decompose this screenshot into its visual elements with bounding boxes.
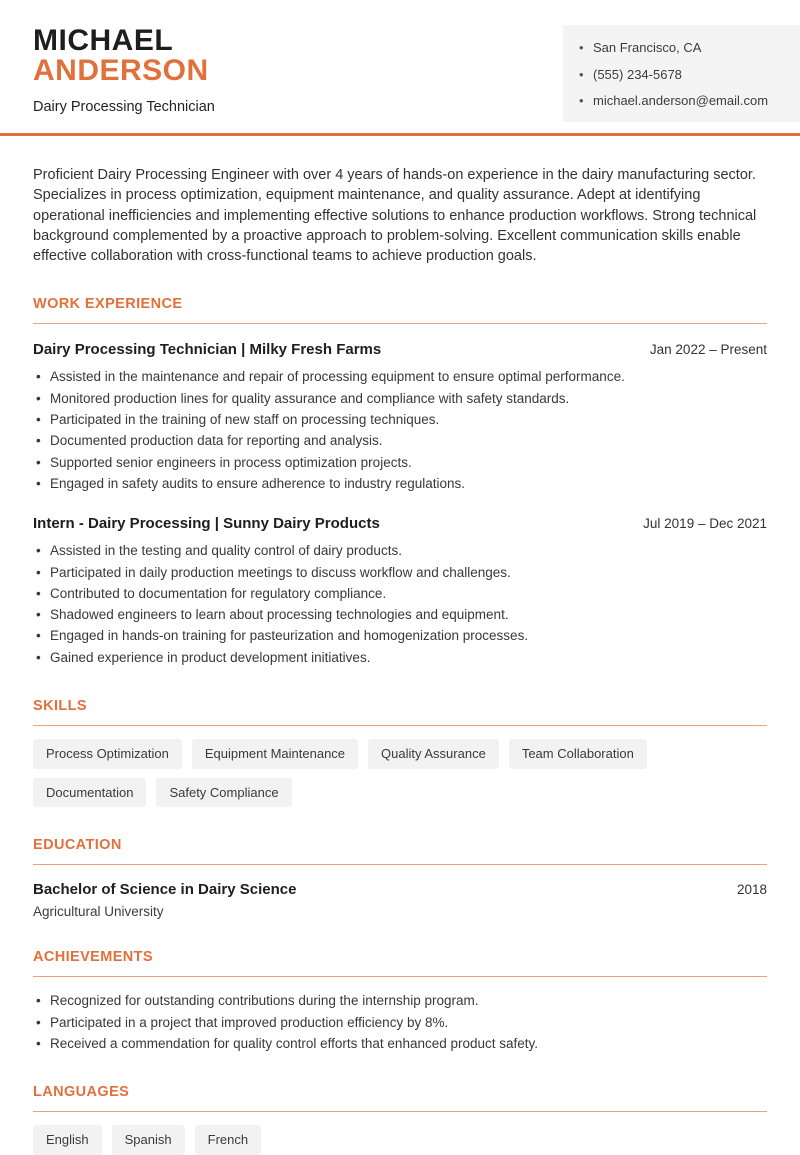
- contact-card: [563, 25, 800, 122]
- language-tag: Spanish: [112, 1125, 185, 1155]
- bullet-item: • Contributed to documentation for regulatory compliance.: [33, 583, 767, 604]
- bullet-item: • Received a commendation for quality control efforts that enhanced product safety.: [33, 1033, 767, 1054]
- work-entry: [33, 341, 767, 494]
- achievements-list: [33, 990, 767, 1054]
- education-entry: [33, 881, 767, 898]
- work-entry-title: Intern - Dairy Processing | Sunny Dairy Products: [33, 515, 380, 533]
- skills-heading: SKILLS: [33, 698, 767, 726]
- bullet-item: • Engaged in safety audits to ensure adherence to industry regulations.: [33, 473, 767, 494]
- bullet-item: • Participated in daily production meetings to discuss workflow and challenges.: [33, 562, 767, 583]
- work-experience-heading: WORK EXPERIENCE: [33, 296, 767, 324]
- bullet-item: • Recognized for outstanding contributions during the internship program.: [33, 990, 767, 1011]
- school-name: Agricultural University: [33, 904, 164, 920]
- skills-tag-list: [33, 739, 767, 807]
- job-title: Dairy Processing Technician: [33, 99, 215, 115]
- work-entry-dates: Jan 2022 – Present: [649, 342, 767, 358]
- work-entry-bullets: [33, 366, 767, 494]
- bullet-item: • Participated in the training of new staff on processing techniques.: [33, 409, 767, 430]
- graduation-year: 2018: [736, 882, 767, 898]
- last-name: ANDERSON: [33, 54, 209, 87]
- first-name: MICHAEL: [33, 24, 174, 57]
- section-work-experience: [33, 296, 767, 668]
- bullet-item: • Assisted in the testing and quality control of dairy products.: [33, 540, 767, 561]
- skill-tag: Process Optimization: [33, 739, 182, 769]
- section-skills: [33, 698, 767, 807]
- bullet-item: • Participated in a project that improved production efficiency by 8%.: [33, 1012, 767, 1033]
- education-heading: EDUCATION: [33, 837, 767, 865]
- bullet-item: • Supported senior engineers in process optimization projects.: [33, 452, 767, 473]
- section-achievements: [33, 949, 767, 1054]
- bullet-item: • Documented production data for reporting and analysis.: [33, 430, 767, 451]
- bullet-item: • Gained experience in product development initiatives.: [33, 647, 767, 668]
- skill-tag: Safety Compliance: [156, 778, 291, 808]
- bullet-item: • Engaged in hands-on training for pasteurization and homogenization processes.: [33, 625, 767, 646]
- degree-title: Bachelor of Science in Dairy Science: [33, 881, 297, 899]
- skill-tag: Team Collaboration: [509, 739, 647, 769]
- contact-email: • michael.anderson@email.com: [579, 93, 784, 109]
- achievements-heading: ACHIEVEMENTS: [33, 949, 767, 977]
- work-entry-bullets: [33, 540, 767, 668]
- professional-summary: Proficient Dairy Processing Engineer with over 4 years of hands-on experience in the dairy manufacturing sector. Specializes in process optimization, equipment maintenance, and quality assurance. Adept at identifying operational inefficiencies and implementing effective solutions to enhance production workflows. Strong technical background complemented by a proactive approach to problem-solving. Excellent communication skills enable effective collaboration with cross-functional teams to achieve production goals.: [33, 167, 757, 265]
- resume-header: [0, 0, 800, 136]
- bullet-item: • Shadowed engineers to learn about processing technologies and equipment.: [33, 604, 767, 625]
- languages-heading: LANGUAGES: [33, 1084, 767, 1112]
- work-entry-title: Dairy Processing Technician | Milky Fresh Farms: [33, 341, 382, 359]
- work-entry-header: [33, 341, 767, 358]
- bullet-item: • Monitored production lines for quality assurance and compliance with safety standards.: [33, 388, 767, 409]
- work-entry-header: [33, 515, 767, 532]
- skill-tag: Quality Assurance: [368, 739, 499, 769]
- section-languages: [33, 1084, 767, 1155]
- work-entry: [33, 515, 767, 668]
- bullet-item: • Assisted in the maintenance and repair of processing equipment to ensure optimal performance.: [33, 366, 767, 387]
- language-tag: English: [33, 1125, 102, 1155]
- work-entry-dates: Jul 2019 – Dec 2021: [643, 516, 767, 532]
- skill-tag: Equipment Maintenance: [192, 739, 358, 769]
- contact-phone: • (555) 234-5678: [579, 67, 784, 83]
- contact-location: • San Francisco, CA: [579, 40, 784, 56]
- section-education: [33, 837, 767, 919]
- skill-tag: Documentation: [33, 778, 146, 808]
- language-tag: French: [195, 1125, 261, 1155]
